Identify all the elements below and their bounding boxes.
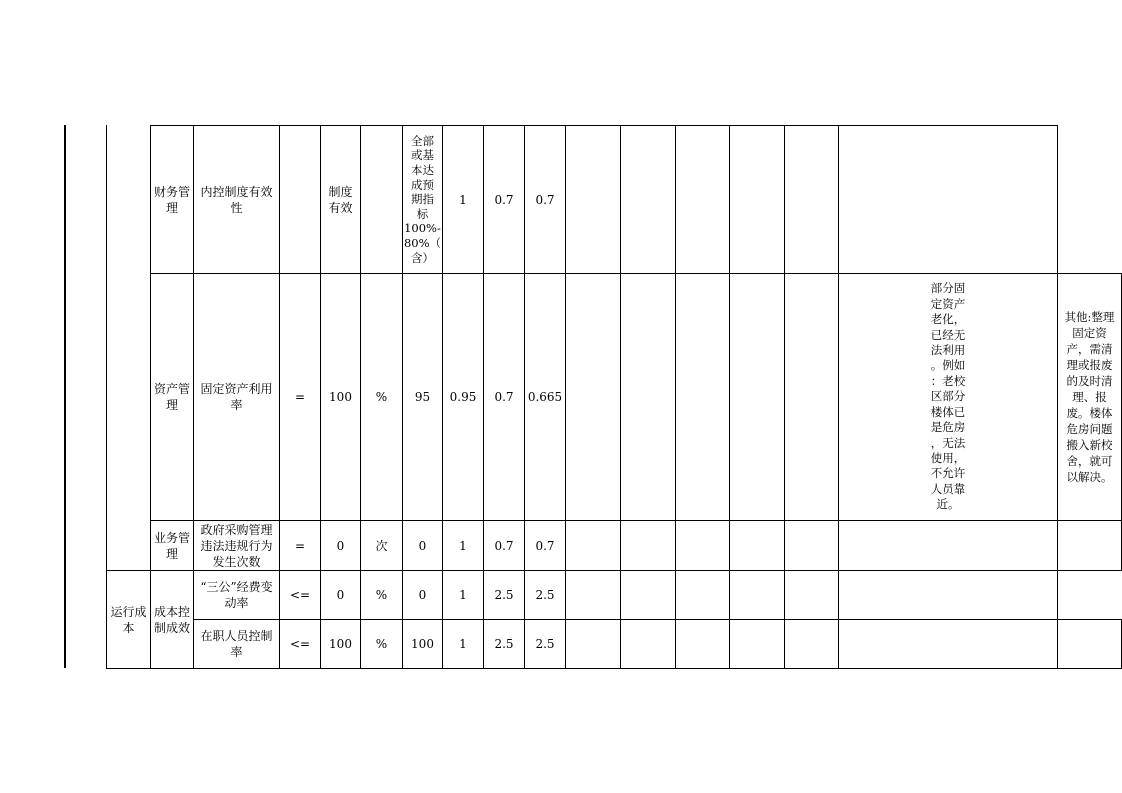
reason-cell	[839, 620, 1058, 669]
score-rate-cell: 0.95	[443, 274, 484, 521]
target-cell: 制度有效	[321, 126, 361, 274]
group-cell-empty	[107, 126, 151, 571]
category-cell: 财务管理	[151, 126, 194, 274]
actual-cell: 全部 或基 本达 成预 期指 标 100%- 80%（ 含）	[403, 126, 443, 274]
empty-cell	[730, 126, 785, 274]
table-row	[107, 126, 1122, 274]
operator-cell	[280, 126, 321, 274]
empty-cell	[785, 274, 839, 521]
weight-cell: 0.7	[484, 521, 525, 571]
empty-cell	[730, 620, 785, 669]
empty-cell	[730, 274, 785, 521]
remark-cell	[1058, 521, 1122, 571]
table-row	[107, 571, 1122, 620]
weight-cell: 0.7	[484, 274, 525, 521]
score-cell: 0.7	[525, 126, 566, 274]
empty-cell	[676, 126, 730, 274]
outer-border-left	[64, 125, 66, 668]
indicator-cell: 内控制度有效性	[194, 126, 280, 274]
unit-cell	[361, 126, 403, 274]
unit-cell: 次	[361, 521, 403, 571]
operator-cell: =	[280, 274, 321, 521]
target-cell: 100	[321, 620, 361, 669]
remark-cell	[1058, 620, 1122, 669]
indicator-cell: 固定资产利用率	[194, 274, 280, 521]
empty-cell	[621, 571, 676, 620]
empty-cell	[621, 274, 676, 521]
score-rate-cell: 1	[443, 620, 484, 669]
empty-cell	[566, 620, 621, 669]
weight-cell: 2.5	[484, 571, 525, 620]
category-cell: 成本控制成效	[151, 571, 194, 669]
target-cell: 0	[321, 521, 361, 571]
score-rate-cell: 1	[443, 521, 484, 571]
unit-cell: %	[361, 620, 403, 669]
score-cell: 0.7	[525, 521, 566, 571]
target-cell: 100	[321, 274, 361, 521]
indicator-cell: 政府采购管理违法违规行为发生次数	[194, 521, 280, 571]
indicator-cell: “三公”经费变动率	[194, 571, 280, 620]
operator-cell: <=	[280, 620, 321, 669]
score-cell: 2.5	[525, 571, 566, 620]
empty-cell	[676, 620, 730, 669]
empty-cell	[566, 571, 621, 620]
score-rate-cell: 1	[443, 126, 484, 274]
group-cell: 运行成本	[107, 571, 151, 669]
category-cell: 资产管理	[151, 274, 194, 521]
weight-cell: 2.5	[484, 620, 525, 669]
table-row	[107, 620, 1122, 669]
empty-cell	[621, 521, 676, 571]
category-cell: 业务管理	[151, 521, 194, 571]
actual-cell: 95	[403, 274, 443, 521]
unit-cell: %	[361, 571, 403, 620]
empty-cell	[621, 126, 676, 274]
empty-cell	[785, 521, 839, 571]
target-cell: 0	[321, 571, 361, 620]
empty-cell	[730, 571, 785, 620]
remark-cell	[839, 571, 1058, 620]
empty-cell	[730, 521, 785, 571]
table-row	[107, 521, 1122, 571]
table-row	[107, 274, 1122, 521]
reason-cell	[785, 571, 839, 620]
score-cell: 2.5	[525, 620, 566, 669]
score-rate-cell: 1	[443, 571, 484, 620]
empty-cell	[621, 620, 676, 669]
remark-cell	[839, 126, 1058, 274]
empty-cell	[566, 521, 621, 571]
empty-cell	[566, 126, 621, 274]
operator-cell: <=	[280, 571, 321, 620]
unit-cell: %	[361, 274, 403, 521]
score-cell: 0.665	[525, 274, 566, 521]
actual-cell: 0	[403, 521, 443, 571]
empty-cell	[676, 571, 730, 620]
empty-cell	[566, 274, 621, 521]
reason-cell	[839, 521, 1058, 571]
indicator-cell: 在职人员控制率	[194, 620, 280, 669]
empty-cell	[676, 274, 730, 521]
remark-cell: 其他:整理固定资产，需清理或报废的及时清理、报废。楼体危房问题搬入新校舍，就可以解决。	[1058, 274, 1122, 521]
empty-cell	[676, 521, 730, 571]
performance-evaluation-table	[106, 125, 1122, 669]
actual-cell: 100	[403, 620, 443, 669]
operator-cell: =	[280, 521, 321, 571]
reason-cell	[785, 126, 839, 274]
weight-cell: 0.7	[484, 126, 525, 274]
reason-cell: 部分固 定资产 老化， 已经无 法利用 。例如 ：老校 区部分 楼体已 是危房 ，无法 使用， 不允许 人员靠 近。	[839, 274, 1058, 521]
actual-cell: 0	[403, 571, 443, 620]
empty-cell	[785, 620, 839, 669]
